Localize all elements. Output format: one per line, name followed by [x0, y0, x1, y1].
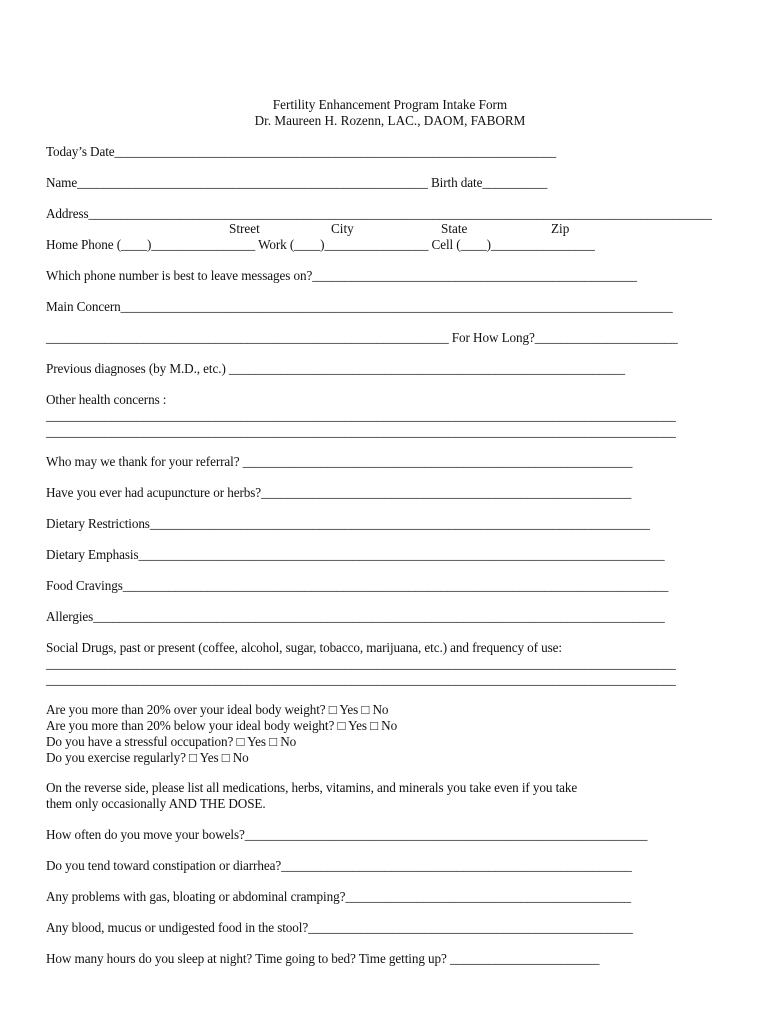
stool-field[interactable]: Any blood, mucus or undigested food in the stool?__________________________________________________ [46, 920, 633, 935]
address-state-label: State [441, 221, 468, 236]
dietary-restrictions-field[interactable]: Dietary Restrictions_____________________________________________________________________________ [46, 516, 650, 531]
form-title: Fertility Enhancement Program Intake Form [272, 97, 508, 112]
stressful-occupation-question[interactable]: Do you have a stressful occupation? □ Yes □ No [46, 734, 297, 749]
gas-bloating-field[interactable]: Any problems with gas, bloating or abdominal cramping?____________________________________________ [46, 889, 632, 904]
form-subtitle: Dr. Maureen H. Rozenn, LAC., DAOM, FABORM [254, 113, 526, 128]
other-health-label: Other health concerns : [46, 392, 167, 407]
dietary-emphasis-field[interactable]: Dietary Emphasis_________________________________________________________________________________ [46, 547, 665, 562]
address-city-label: City [331, 221, 354, 236]
for-how-long-field[interactable]: ______________________________________________________________ For How Long?______________________ [46, 330, 678, 345]
exercise-question[interactable]: Do you exercise regularly? □ Yes □ No [46, 750, 249, 765]
address-field[interactable]: Address________________________________________________________________________________________________ [46, 206, 712, 221]
previous-diagnoses-field[interactable]: Previous diagnoses (by M.D., etc.) _____________________________________________________________ [46, 361, 626, 376]
reverse-side-note-line-1: On the reverse side, please list all medications, herbs, vitamins, and minerals you take even if you take [46, 780, 578, 795]
other-health-line-1[interactable]: _________________________________________________________________________________________________ [46, 408, 676, 423]
over-weight-question[interactable]: Are you more than 20% over your ideal body weight? □ Yes □ No [46, 702, 389, 717]
sleep-field[interactable]: How many hours do you sleep at night? Time going to bed? Time getting up? _______________________ [46, 951, 600, 966]
name-birthdate-field[interactable]: Name______________________________________________________ Birth date__________ [46, 175, 548, 190]
referral-field[interactable]: Who may we thank for your referral? ____________________________________________________________ [46, 454, 633, 469]
other-health-line-2[interactable]: _________________________________________________________________________________________________ [46, 424, 676, 439]
social-drugs-line-2[interactable]: _________________________________________________________________________________________________ [46, 672, 676, 687]
below-weight-question[interactable]: Are you more than 20% below your ideal body weight? □ Yes □ No [46, 718, 398, 733]
constipation-field[interactable]: Do you tend toward constipation or diarrhea?______________________________________________________ [46, 858, 632, 873]
food-cravings-field[interactable]: Food Cravings____________________________________________________________________________________ [46, 578, 669, 593]
social-drugs-line-1[interactable]: _________________________________________________________________________________________________ [46, 656, 676, 671]
address-zip-label: Zip [551, 221, 570, 236]
acupuncture-field[interactable]: Have you ever had acupuncture or herbs?_________________________________________________________ [46, 485, 632, 500]
reverse-side-note-line-2: them only occasionally AND THE DOSE. [46, 796, 266, 811]
bowels-field[interactable]: How often do you move your bowels?______________________________________________________________ [46, 827, 648, 842]
social-drugs-label: Social Drugs, past or present (coffee, alcohol, sugar, tobacco, marijuana, etc.) and frequency of use: [46, 640, 562, 655]
todays-date-field[interactable]: Today’s Date____________________________________________________________________ [46, 144, 557, 159]
allergies-field[interactable]: Allergies________________________________________________________________________________________ [46, 609, 665, 624]
best-phone-field[interactable]: Which phone number is best to leave messages on?__________________________________________________ [46, 268, 637, 283]
phone-numbers-field[interactable]: Home Phone (____)________________ Work (____)________________ Cell (____)________________ [46, 237, 595, 252]
main-concern-field[interactable]: Main Concern_____________________________________________________________________________________ [46, 299, 673, 314]
address-street-label: Street [229, 221, 260, 236]
